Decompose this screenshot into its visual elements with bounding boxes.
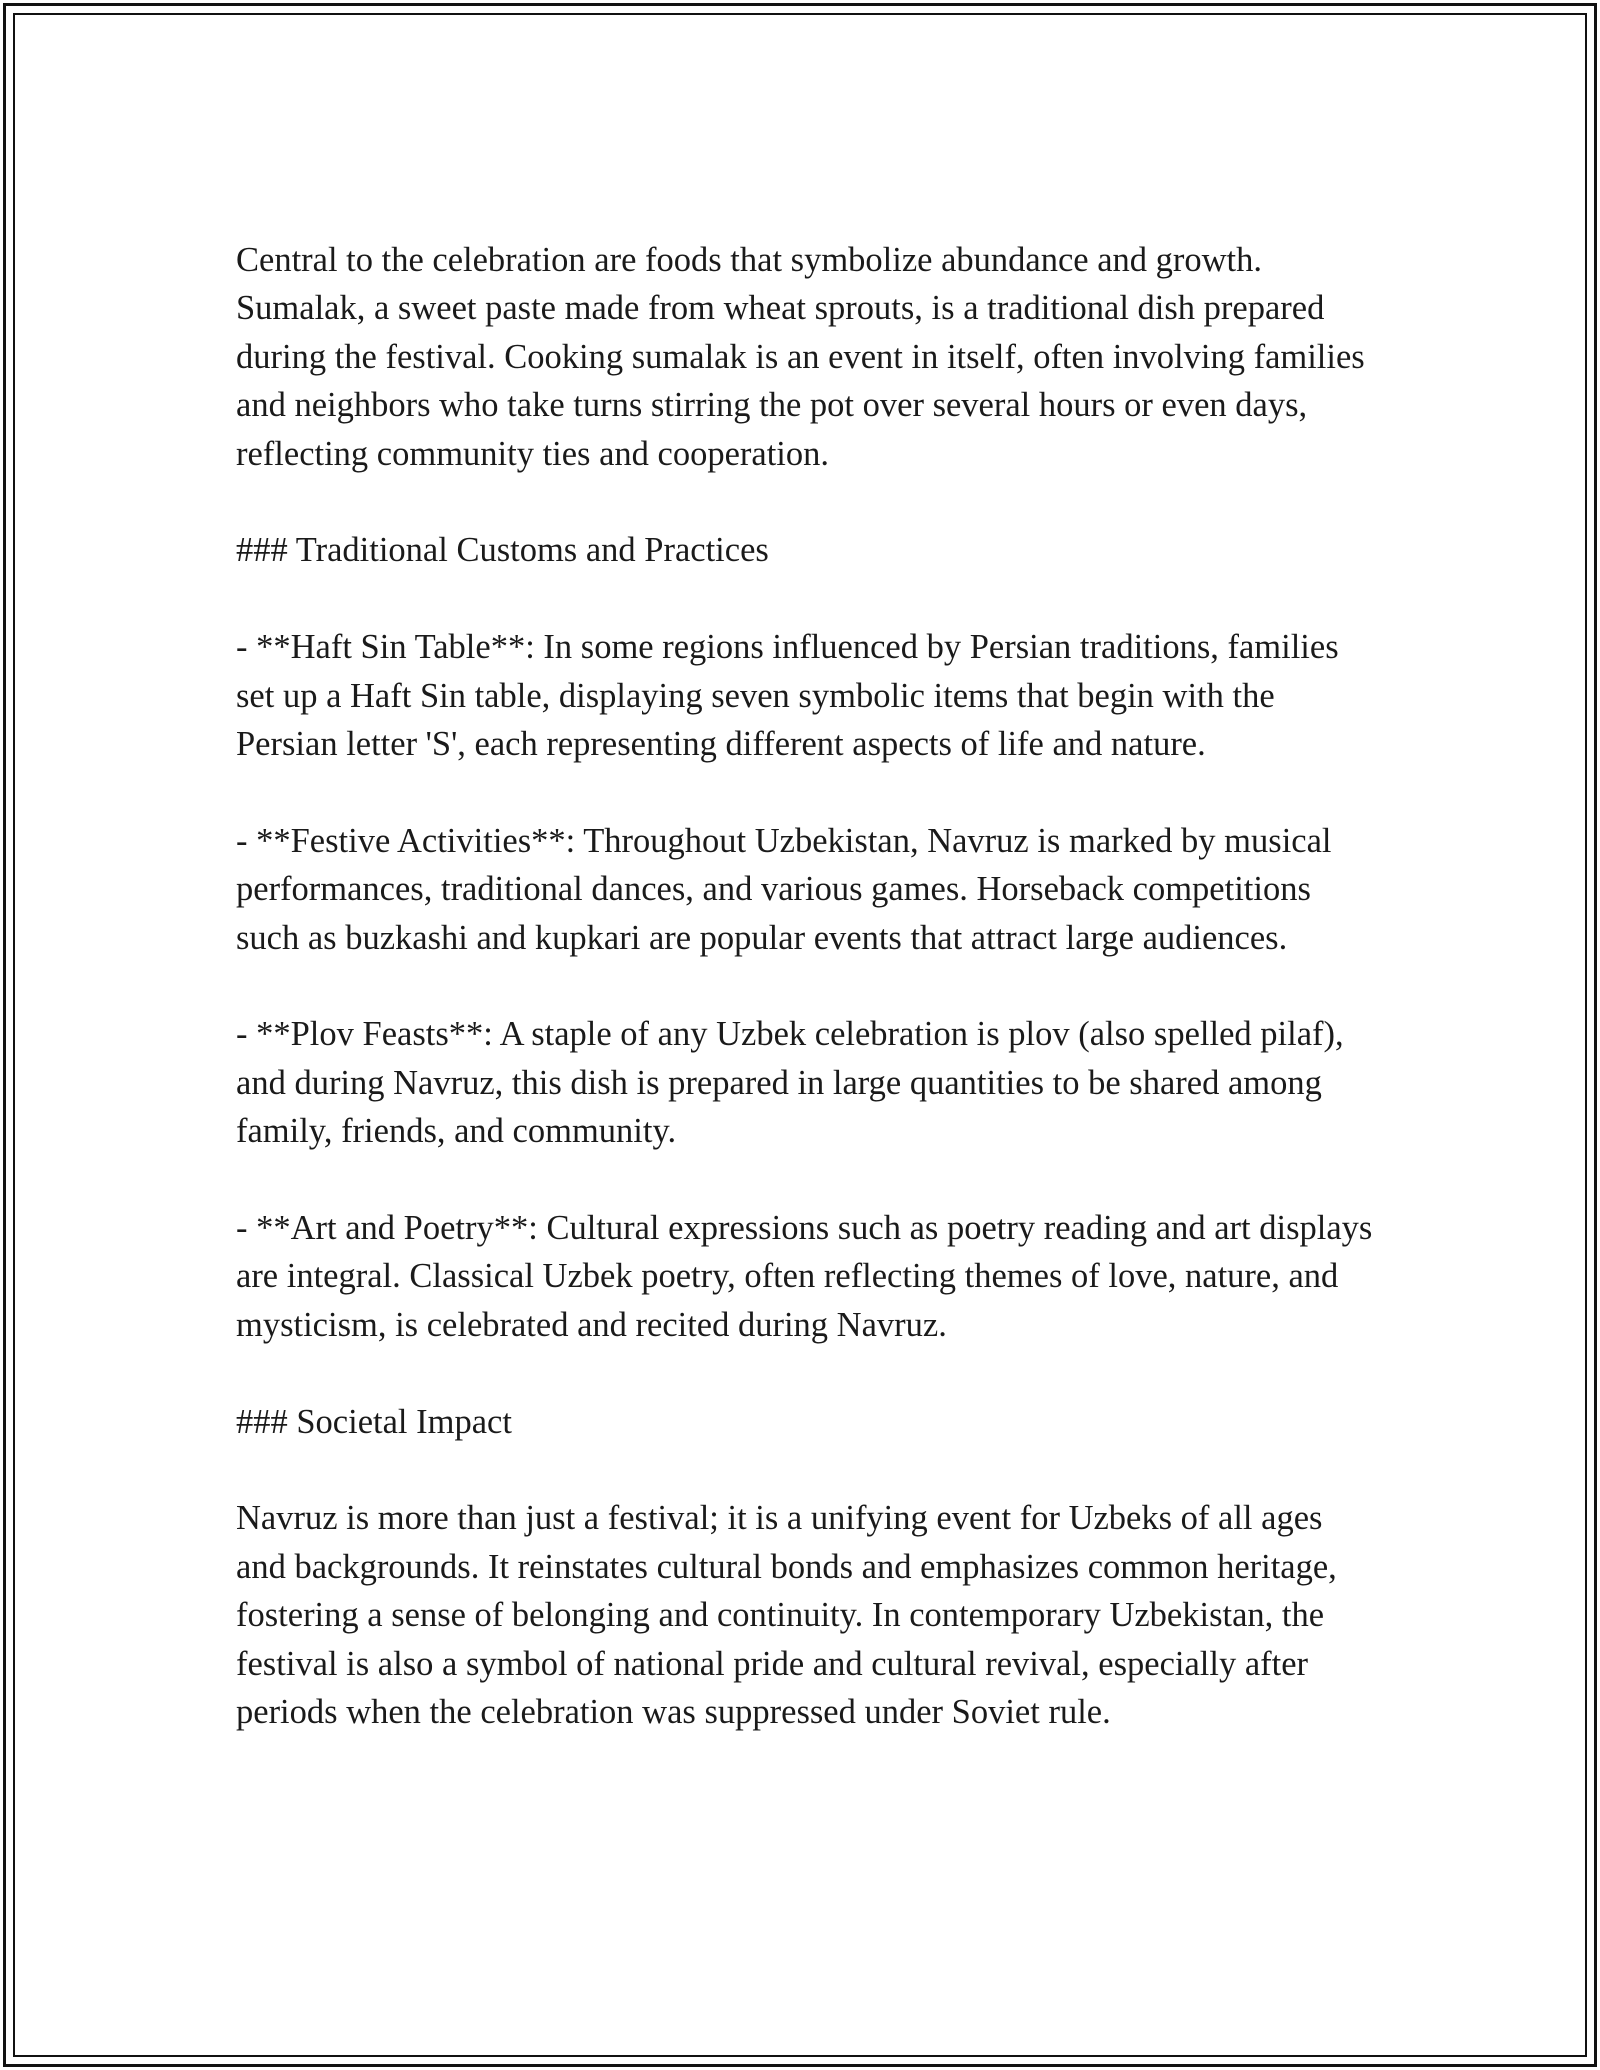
paragraph-societal-impact: Navruz is more than just a festival; it is a unifying event for Uzbeks of all ages and backgrounds. It reinstates cultural bonds and emphasizes common heritage, fostering a sense of belonging and continuity. In contemporary Uzbekistan, the festival is also a symbol of national pride and cultural revival, especially after periods when the celebration was suppressed under Soviet rule. <box>236 1499 1337 1732</box>
heading-societal-impact: ### Societal Impact <box>236 1402 512 1441</box>
heading-traditional-customs: ### Traditional Customs and Practices <box>236 531 769 570</box>
list-item-festive-activities: - **Festive Activities**: Throughout Uzbekistan, Navruz is marked by musical performances, traditional dances, and various games. Horseback competitions such as buzkashi and kupkari are popular events that attract large audiences. <box>236 821 1332 957</box>
list-item-art-poetry: - **Art and Poetry**: Cultural expressions such as poetry reading and art displays are integral. Classical Uzbek poetry, often reflecting themes of love, nature, and mysticism, is celebrated and recited during Navruz. <box>236 1209 1373 1344</box>
paragraph-sumalak: Central to the celebration are foods that symbolize abundance and growth. Sumalak, a sweet paste made from wheat sprouts, is a traditional dish prepared during the festival. Cooking sumalak is an event in itself, often involving families and neighbors who take turns stirring the pot over several hours or even days, reflecting community ties and cooperation. <box>236 241 1365 473</box>
document-body <box>236 236 1376 1736</box>
list-item-plov-feasts: - **Plov Feasts**: A staple of any Uzbek celebration is plov (also spelled pilaf), and during Navruz, this dish is prepared in large quantities to be shared among family, friends, and community. <box>236 1015 1344 1151</box>
list-item-haft-sin: - **Haft Sin Table**: In some regions influenced by Persian traditions, families set up a Haft Sin table, displaying seven symbolic items that begin with the Persian letter 'S', each representing different aspects of life and nature. <box>236 628 1339 764</box>
